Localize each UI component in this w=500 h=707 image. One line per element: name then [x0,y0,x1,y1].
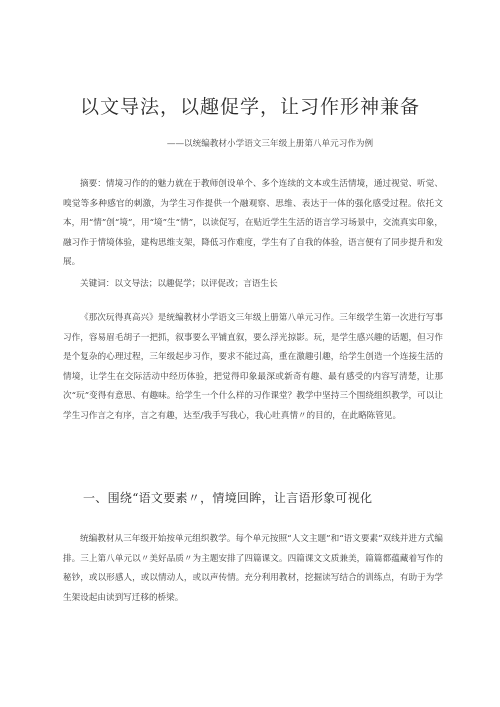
keywords-line: 关键词：以文导法；以趣促学；以评促改；言语生长 [80,279,278,289]
document-subtitle: ——以统编教材小学语文三年级上册第八单元习作为例 [166,139,374,149]
section-heading: 一、围绕“语文要素〃，情境回眸，让言语形象可视化 [83,491,373,505]
body-paragraph-2: 统编教材从三年级开始按单元组织教学。每个单元按照“人文主题”和“语文要素”双线并进方式编排。三上第八单元以〃美好品质〃为主题安排了四篇课文。四篇课文文质兼美，篇篇都蕴藏着写作的秘钞，或以形感人，或以情动人，或以声传情。充分利用教材，挖掘读写结合的训练点，有助于为学生架设起由读到写迁移的桥梁。 [63,534,443,603]
abstract-paragraph: 摘要：情境习作的的魅力就在于教师创设单个、多个连续的文本或生活情境，通过视觉、听觉、嗅觉等多种感官的刺激，为学生习作提供一个融观察、思维、表达于一体的强化感受过程。依托文本，用“情”创“境”，用“境”生“情”，以读促写，在贴近学生生活的语言学习场景中，交流真实印象，融习作于情境体验，建构思维支架，降低习作难度，学生有了自我的体验，语言便有了同步提升和发展。 [63,179,443,268]
body-paragraph-1: 《那次玩得真高兴》是统编教材小学语文三年级上册第八单元习作。三年级学生第一次进行写事习作，容易眉毛胡子一把抓，叙事要么平铺直叙，要么浮光掠影。玩，是学生感兴趣的话题，但习作是个复杂的心理过程，三年级起步习作，要求不能过高，重在激趣引趣，给学生创造一个连接生活的情境，让学生在交际活动中经历体验，把觉得印象最深或新奇有趣、最有感受的内容写清楚，让那次“玩”变得有意思、有趣味。给学生一个什么样的习作课堂？教学中坚持三个围绕组织教学，可以让学生习作言之有序，言之有趣，达至/我手写我心，我心吐真情〃的目的，在此略陈管见。 [63,313,443,421]
document-title: 以文导法，以趣促学，让习作形神兼备 [79,96,420,118]
